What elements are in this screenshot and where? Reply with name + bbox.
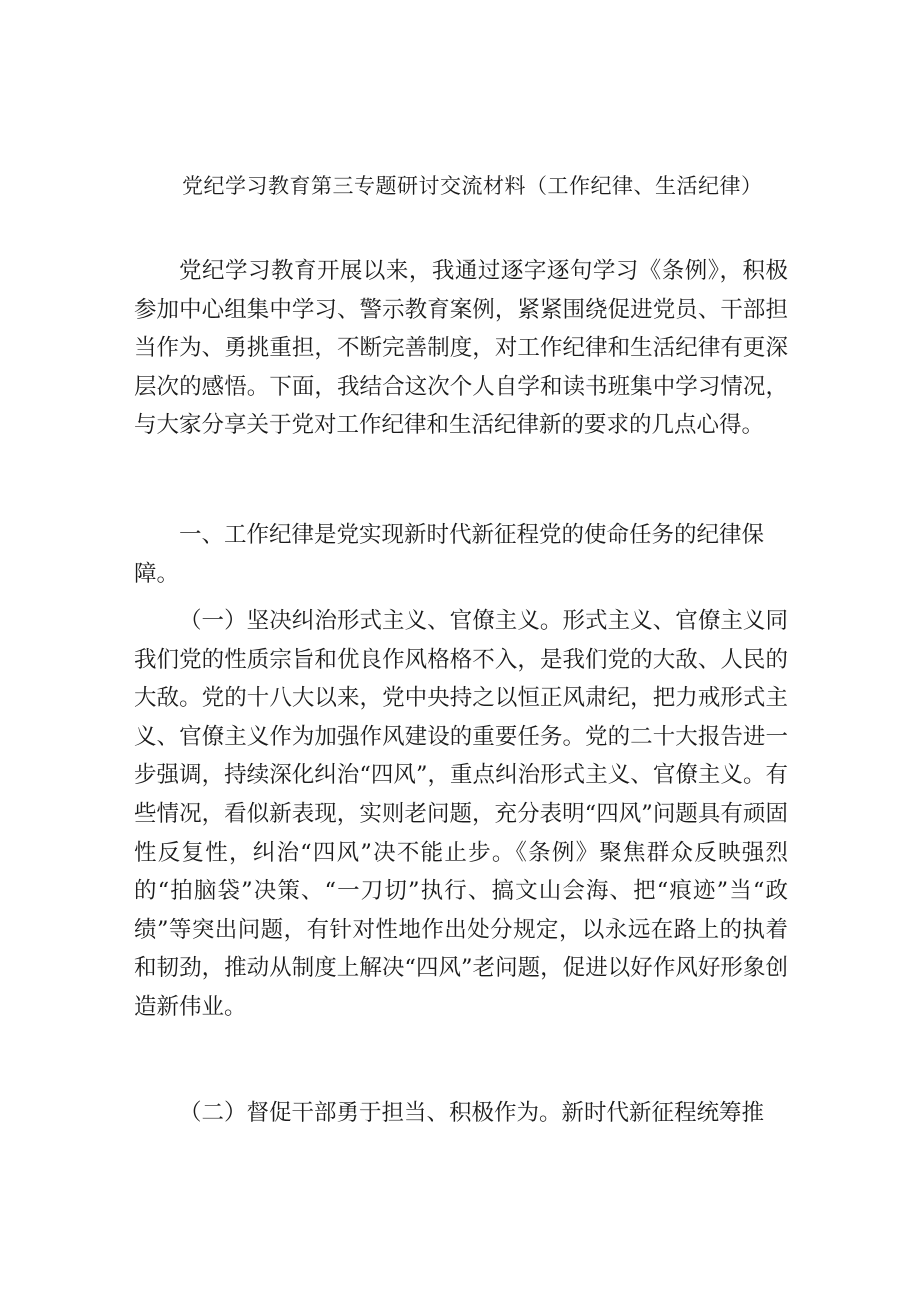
section-heading-1: 一、工作纪律是党实现新时代新征程党的使命任务的纪律保障。 (134, 522, 765, 587)
subsection-paragraph-2: （二）督促干部勇于担当、积极作为。新时代新征程统筹推 (179, 1100, 765, 1126)
intro-paragraph: 党纪学习教育开展以来，我通过逐字逐句学习《条例》，积极参加中心组集中学习、警示教育案例，紧紧围绕促进党员、干部担当作为、勇挑重担，不断完善制度，对工作纪律和生活纪律有更深层次的感悟。下面，我结合这次个人自学和读书班集中学习情况，与大家分享关于党对工作纪律和生活纪律新的要求的几点心得。 (134, 258, 788, 439)
document-title: 党纪学习教育第三专题研讨交流材料（工作纪律、生活纪律） (182, 174, 763, 198)
subsection-paragraph-1: （一）坚决纠治形式主义、官僚主义。形式主义、官僚主义同我们党的性质宗旨和优良作风格格不入，是我们党的大敌、人民的大敌。党的十八大以来，党中央持之以恒正风肃纪，把力戒形式主义、官僚主义作为加强作风建设的重要任务。党的二十大报告进一步强调，持续深化纠治“四风”，重点纠治形式主义、官僚主义。有些情况，看似新表现，实则老问题，充分表明“四风”问题具有顽固性反复性，纠治“四风”决不能止步。《条例》聚焦群众反映强烈的“拍脑袋”决策、“一刀切”执行、搞文山会海、把“痕迹”当“政绩”等突出问题，有针对性地作出处分规定，以永远在路上的执着和韧劲，推动从制度上解决“四风”老问题，促进以好作风好形象创造新伟业。 (134, 608, 788, 1020)
